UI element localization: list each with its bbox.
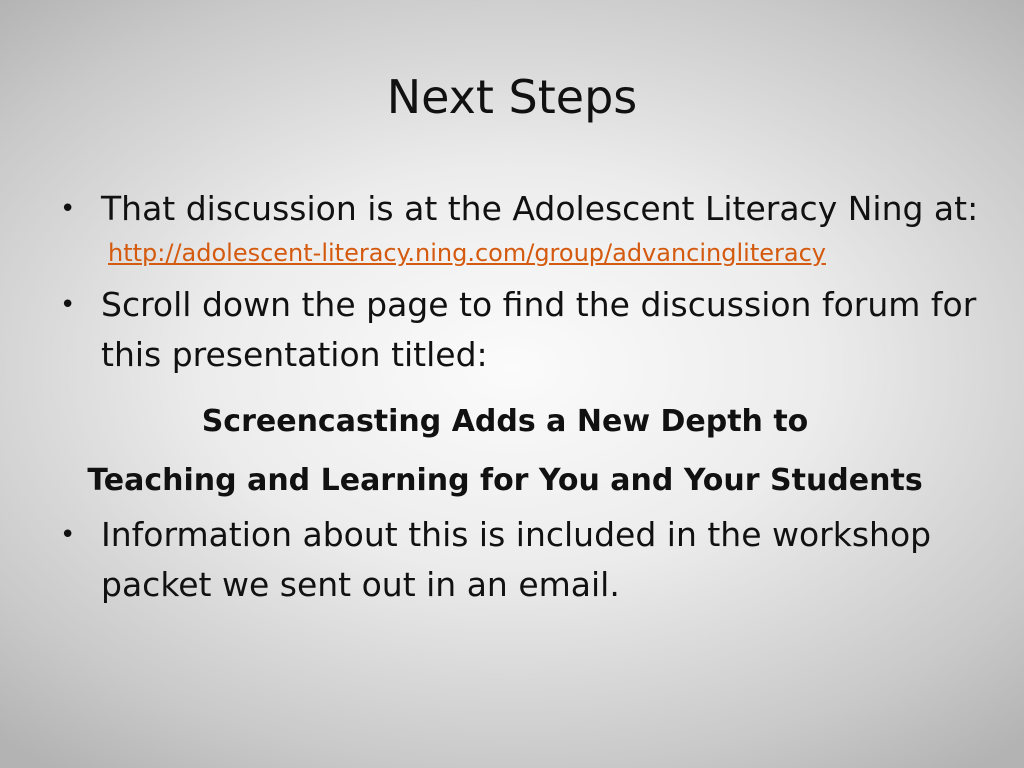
slide-content	[60, 184, 990, 610]
slide-title: Next Steps	[386, 70, 638, 124]
bullet-text: Information about this is included in the workshop packet we sent out in an email.	[101, 515, 932, 604]
bullet-dot-icon: •	[60, 194, 76, 224]
link-line	[60, 238, 990, 268]
bullet-item-2	[60, 280, 990, 380]
presentation-title-line-1: Screencasting Adds a New Depth to	[201, 404, 809, 439]
bullet-text: Scroll down the page to find the discussion forum for this presentation titled:	[101, 285, 977, 374]
spacer	[60, 380, 990, 392]
bullet-dot-icon: •	[60, 290, 76, 320]
bullet-item-1	[60, 184, 990, 234]
bullet-dot-icon: •	[60, 520, 76, 550]
presentation-title-line-2: Teaching and Learning for You and Your Students	[87, 463, 923, 498]
ning-group-link[interactable]: http://adolescent-literacy.ning.com/group/advancingliteracy	[108, 239, 826, 267]
bullet-item-3	[60, 510, 990, 610]
bullet-text: That discussion is at the Adolescent Literacy Ning at:	[101, 189, 979, 228]
